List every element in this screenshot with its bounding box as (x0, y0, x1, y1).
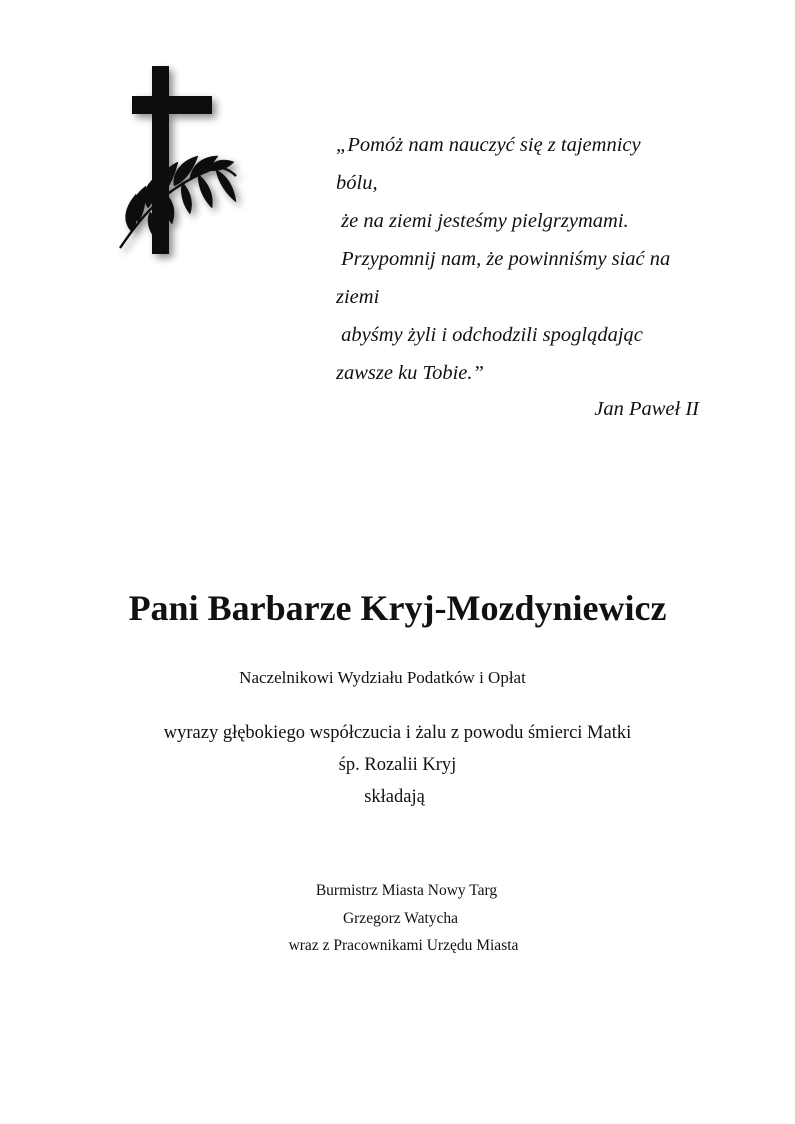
quote-line: że na ziemi jesteśmy pielgrzymami. (336, 210, 629, 232)
condolence-line: wyrazy głębokiego współczucia i żalu z powodu śmierci Matki (163, 723, 632, 743)
quote-line: bólu, (336, 172, 378, 194)
quote (336, 126, 716, 392)
signature-staff: wraz z Pracownikami Urzędu Miasta (288, 937, 519, 954)
cross-with-olive-branch-icon (112, 62, 252, 272)
signature-title: Burmistrz Miasta Nowy Targ (315, 882, 498, 899)
deceased-name: śp. Rozalii Kryj (338, 755, 457, 775)
signature-block (0, 877, 795, 960)
recipient-position (0, 665, 795, 691)
condolence-text (0, 717, 795, 813)
signature-name: Grzegorz Watycha (342, 909, 459, 927)
quote-author: Jan Paweł II (594, 398, 699, 420)
quote-line: zawsze ku Tobie.” (336, 362, 484, 384)
cross-horizontal-beam (132, 96, 212, 114)
quote-line: Przypomnij nam, że powinniśmy siać na (336, 248, 671, 270)
quote-line: abyśmy żyli i odchodzili spoglądając (336, 324, 643, 346)
quote-line: ziemi (336, 286, 380, 308)
quote-line: „Pomóż nam nauczyć się z tajemnicy (336, 134, 641, 156)
recipient-name: Pani Barbarze Kryj-Mozdyniewicz (128, 588, 667, 628)
condolence-verb: składają (364, 787, 425, 807)
olive-branch (120, 156, 236, 248)
recipient-position-text: Naczelnikowi Wydziału Podatków i Opłat (239, 668, 526, 687)
